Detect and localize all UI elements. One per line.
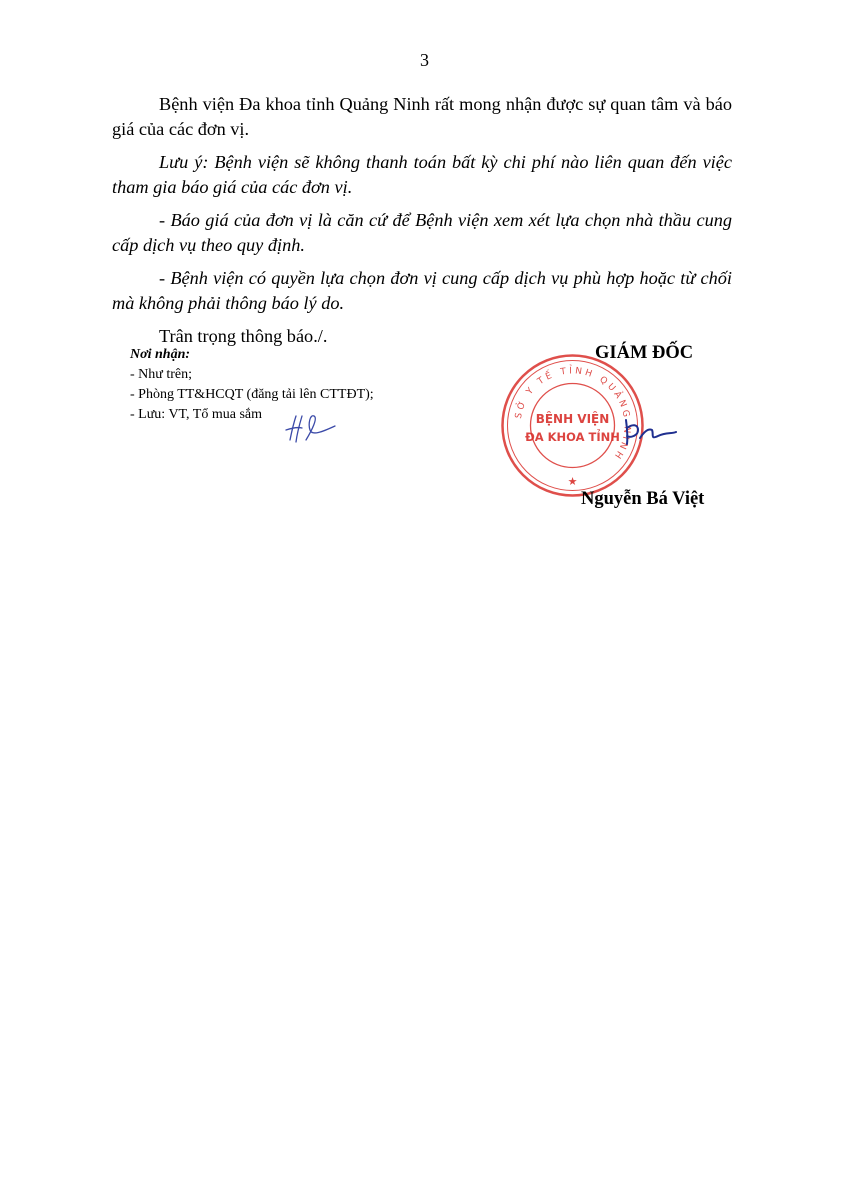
recipient-item: - Lưu: VT, Tổ mua sắm (130, 407, 263, 422)
signature-block (500, 340, 750, 520)
recipient-item: - Phòng TT&HCQT (đăng tải lên CTTĐT); (130, 387, 374, 402)
recipients-title: Nơi nhận: (130, 347, 191, 362)
director-title: GIÁM ĐỐC (595, 343, 694, 363)
stamp-ring-text: SỞ Y TẾ TỈNH QUẢNG NINH (513, 366, 632, 463)
recipients-block (130, 345, 374, 425)
note-paragraph: Lưu ý: Bệnh viện sẽ không thanh toán bất kỳ chi phí nào liên quan đến việc tham gia báo giá của các đơn vị. (112, 152, 732, 197)
quotation-basis-paragraph: - Báo giá của đơn vị là căn cứ để Bệnh viện xem xét lựa chọn nhà thầu cung cấp dịch vụ theo quy định. (112, 210, 732, 255)
recipient-item: - Như trên; (130, 367, 193, 382)
stamp-center-line-2: ĐA KHOA TỈNH (525, 430, 620, 444)
regards-line: Trân trọng thông báo./. (159, 326, 328, 346)
selection-rights-paragraph: - Bệnh viện có quyền lựa chọn đơn vị cung cấp dịch vụ phù hợp hoặc từ chối mà không phải thông báo lý do. (112, 268, 732, 313)
stamp-center-line-1: BỆNH VIỆN (535, 412, 610, 426)
page-number: 3 (420, 50, 429, 70)
director-name: Nguyễn Bá Việt (581, 489, 705, 509)
initials-signature (282, 410, 337, 448)
letter-body (112, 92, 732, 357)
director-signature (618, 410, 678, 450)
stamp-star-icon: ★ (567, 476, 578, 488)
closing-paragraph: Bệnh viện Đa khoa tỉnh Quảng Ninh rất mong nhận được sự quan tâm và báo giá của các đơn vị. (112, 94, 732, 139)
